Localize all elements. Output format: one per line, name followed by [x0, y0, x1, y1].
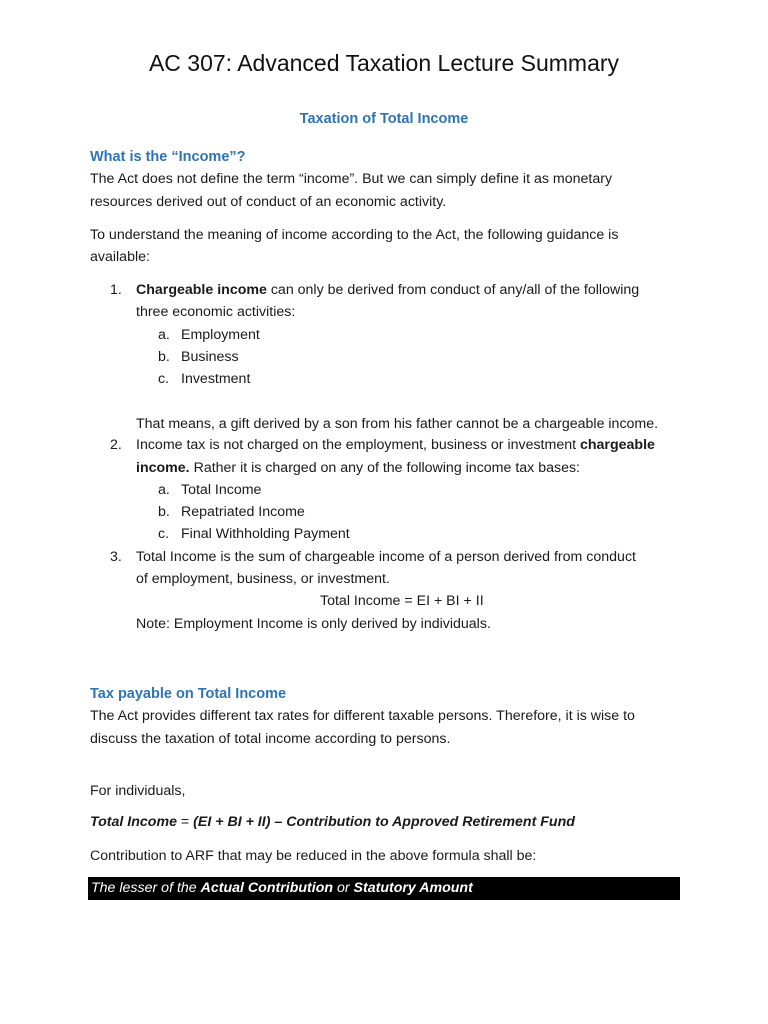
- list-item-text: Rather it is charged on any of the following income tax bases:: [189, 460, 580, 476]
- paragraph-line: The Act does not define the term “income”. But we can simply define it as monetary: [90, 171, 613, 187]
- paragraph-line: Contribution to ARF that may be reduced in the above formula shall be:: [90, 848, 537, 864]
- bold-term: chargeable: [579, 437, 655, 453]
- sub-list-letter: a.: [158, 482, 170, 498]
- paragraph-line: resources derived out of conduct of an economic activity.: [90, 194, 447, 210]
- bar-bold-term: Actual Contribution: [200, 880, 334, 896]
- paragraph-line: The Act provides different tax rates for different taxable persons. Therefore, it is wise to: [90, 708, 635, 724]
- bar-bold-term: Statutory Amount: [353, 880, 473, 896]
- bold-term: Chargeable income: [136, 282, 267, 298]
- bold-term: income.: [136, 460, 190, 476]
- sub-list-item: Repatriated Income: [181, 504, 305, 520]
- bar-text: The lesser of the: [91, 880, 201, 896]
- section-heading-tax-payable: Tax payable on Total Income: [90, 686, 287, 702]
- list-item-text: Income tax is not charged on the employment, business or investment: [136, 437, 580, 453]
- sub-list-item: Employment: [181, 327, 260, 343]
- document-title: AC 307: Advanced Taxation Lecture Summary: [148, 50, 620, 76]
- highlighted-rule-bar: [88, 877, 680, 900]
- sub-list-item: Total Income: [181, 482, 262, 498]
- formula-equals: =: [176, 814, 194, 830]
- list-number: 3.: [110, 549, 122, 565]
- sub-list-item: Final Withholding Payment: [181, 526, 350, 542]
- paragraph-line: available:: [90, 249, 150, 265]
- list-item-note: That means, a gift derived by a son from his father cannot be a chargeable income.: [136, 416, 659, 432]
- list-item-line: [136, 279, 639, 302]
- list-number: 1.: [110, 282, 122, 298]
- list-number: 2.: [110, 437, 122, 453]
- sub-list-letter: b.: [158, 349, 170, 365]
- list-item-line: [136, 434, 655, 457]
- sub-list-letter: c.: [158, 371, 170, 387]
- sub-list-item: Investment: [181, 371, 251, 387]
- formula-term: Total Income: [90, 814, 177, 830]
- paragraph-line: To understand the meaning of income according to the Act, the following guidance is: [90, 227, 619, 243]
- bar-text: or: [333, 880, 354, 896]
- section-heading-income: What is the “Income”?: [90, 149, 246, 165]
- list-item-line: of employment, business, or investment.: [136, 571, 390, 587]
- sub-list-letter: c.: [158, 526, 170, 542]
- list-item-line: [136, 457, 580, 480]
- list-item-line: Total Income is the sum of chargeable income of a person derived from conduct: [136, 549, 636, 565]
- sub-list-letter: b.: [158, 504, 170, 520]
- equation: Total Income = EI + BI + II: [320, 593, 484, 609]
- document-subtitle: Taxation of Total Income: [299, 111, 469, 127]
- list-item-note: Note: Employment Income is only derived by individuals.: [136, 616, 491, 632]
- sub-list-item: Business: [181, 349, 239, 365]
- paragraph-line: discuss the taxation of total income according to persons.: [90, 731, 451, 747]
- formula-expression: (EI + BI + II) – Contribution to Approved Retirement Fund: [193, 814, 575, 830]
- sub-list-letter: a.: [158, 327, 170, 343]
- list-item-text: can only be derived from conduct of any/all of the following: [266, 282, 640, 298]
- total-income-formula: [90, 811, 575, 833]
- paragraph-line: For individuals,: [90, 783, 186, 799]
- list-item-line: three economic activities:: [136, 304, 296, 320]
